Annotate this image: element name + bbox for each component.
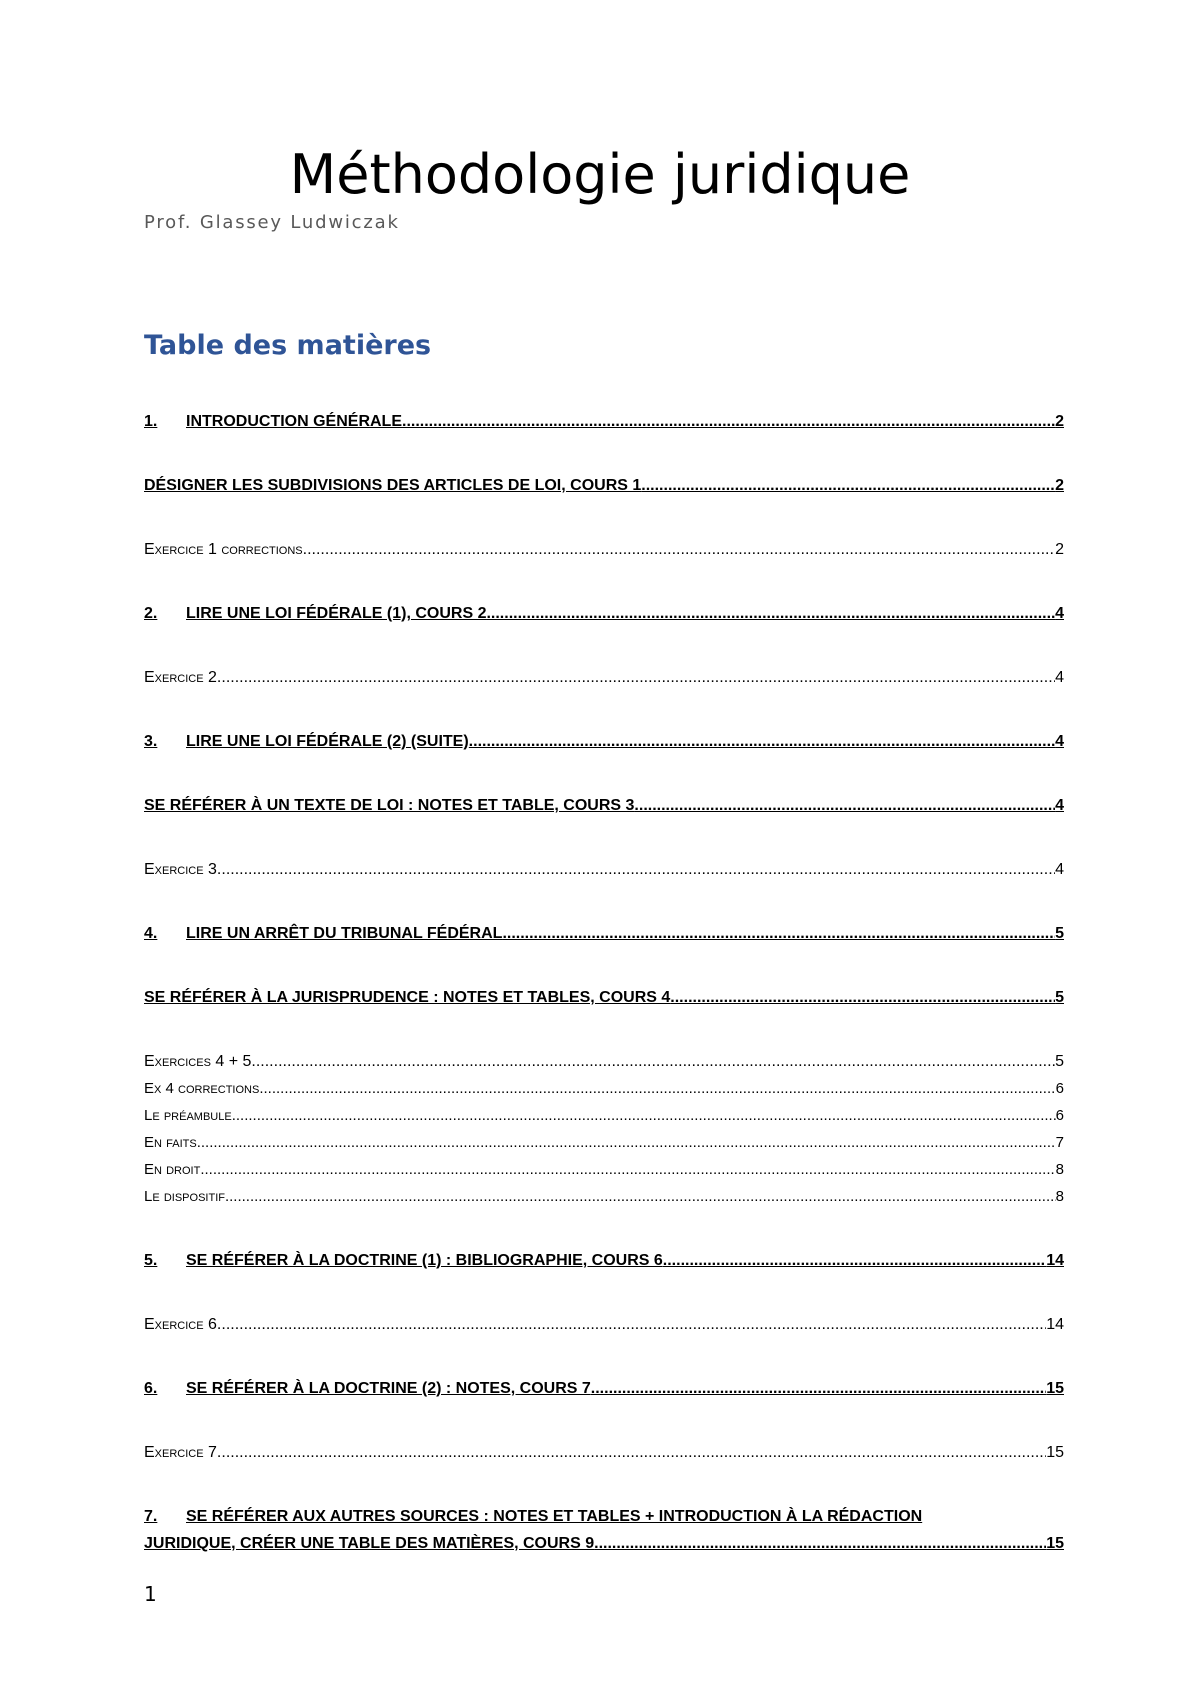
toc-entry[interactable]: Ex 4 corrections ..... 6	[144, 1078, 1064, 1100]
toc-entry[interactable]: 6. SE RÉFÉRER À LA DOCTRINE (2) : NOTES, COURS 7 ..... 15	[144, 1378, 1064, 1400]
toc-entry[interactable]: 7. SE RÉFÉRER AUX AUTRES SOURCES : NOTES ET TABLES + INTRODUCTION À LA RÉDACTION	[144, 1508, 923, 1525]
toc-entry[interactable]: Exercice 6 ..... 14	[144, 1314, 1064, 1336]
toc-entry[interactable]: SE RÉFÉRER À LA JURISPRUDENCE : NOTES ET TABLES, COURS 4 ..... 5	[144, 987, 1064, 1009]
toc-heading: Table des matières	[144, 330, 432, 361]
toc-entry[interactable]: Le préambule ..... 6	[144, 1105, 1064, 1127]
toc-entry[interactable]: Exercice 1 corrections ..... 2	[144, 539, 1064, 561]
page-number: 1	[144, 1582, 157, 1606]
toc-entry[interactable]: 2. LIRE UNE LOI FÉDÉRALE (1), COURS 2 ..... 4	[144, 603, 1064, 625]
toc-entry[interactable]: Exercice 2 ..... 4	[144, 667, 1064, 689]
toc-entry[interactable]: 1. INTRODUCTION GÉNÉRALE ..... 2	[144, 411, 1064, 433]
toc-entry[interactable]: 4. LIRE UN ARRÊT DU TRIBUNAL FÉDÉRAL ..... 5	[144, 923, 1064, 945]
toc-entry[interactable]: Exercices 4 + 5 ..... 5	[144, 1051, 1064, 1073]
toc-entry[interactable]: 5. SE RÉFÉRER À LA DOCTRINE (1) : BIBLIOGRAPHIE, COURS 6 ..... 14	[144, 1250, 1064, 1272]
document-author: Prof. Glassey Ludwiczak	[144, 212, 400, 233]
toc-entry[interactable]: DÉSIGNER LES SUBDIVISIONS DES ARTICLES DE LOI, COURS 1 ..... 2	[144, 475, 1064, 497]
toc-entry[interactable]: SE RÉFÉRER À UN TEXTE DE LOI : NOTES ET TABLE, COURS 3 ..... 4	[144, 795, 1064, 817]
toc-entry[interactable]: En faits ..... 7	[144, 1132, 1064, 1154]
toc-entry[interactable]: Le dispositif ..... 8	[144, 1186, 1064, 1208]
toc-entry[interactable]: En droit ..... 8	[144, 1159, 1064, 1181]
document-title: Méthodologie juridique	[289, 143, 911, 206]
toc-entry[interactable]: Exercice 7 ..... 15	[144, 1442, 1064, 1464]
toc-entry[interactable]: Exercice 3 ..... 4	[144, 859, 1064, 881]
toc-entry[interactable]: JURIDIQUE, CRÉER UNE TABLE DES MATIÈRES, COURS 9 ..... 15	[144, 1533, 1064, 1555]
toc-entry[interactable]: 3. LIRE UNE LOI FÉDÉRALE (2) (SUITE) ..... 4	[144, 731, 1064, 753]
